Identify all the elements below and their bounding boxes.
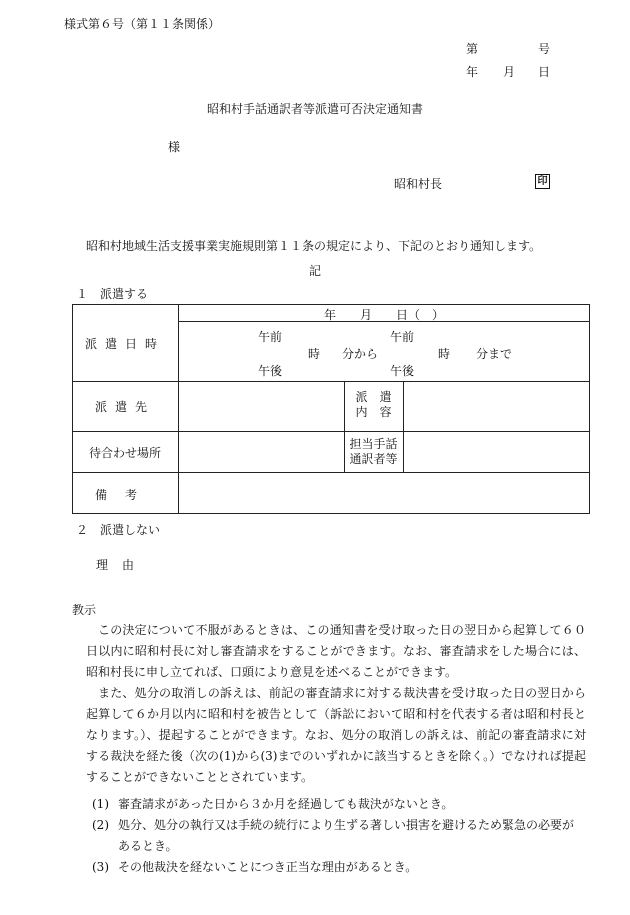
destination-label: 派遣先 [94, 400, 155, 414]
section1-heading: １ 派遣する [76, 287, 149, 301]
am-right: 午前 [390, 330, 415, 344]
notice-item-2 [92, 815, 582, 857]
item-text: 審査請求があった日から３か月を経過しても裁決がないとき。 [118, 797, 454, 811]
notice-paragraph-1: この決定について不服があるときは、この通知書を受け取った日の翌日から起算して６０日以内に昭和村長に対し審査請求をすることができます。なお、審査請求をした場合には、昭和村長に申し立てれば、口頭により意見を述べることができます。 [86, 623, 586, 679]
content-label-line2: 内 容 [355, 405, 392, 419]
date-month-label: 月 [503, 65, 516, 79]
am-left: 午前 [258, 330, 283, 344]
dispatch-datetime-label: 派遣日時 [84, 337, 165, 351]
content-label [344, 390, 403, 420]
document-title: 昭和村手話通訳者等派遣可否決定通知書 [206, 102, 423, 116]
hour-left: 時 [308, 347, 321, 361]
remarks-label: 備考 [94, 488, 155, 502]
notice-paragraph-2: また、処分の取消しの訴えは、前記の審査請求に対する裁決書を受け取った日の翌日から起算して６か月以内に昭和村を被告として（訴訟において昭和村を代表する者は昭和村長となります。）、提起することができます。なお、処分の取消しの訴えは、前記の審査請求に対する裁決を経た後（次の(1)から(3)までのいずれかに該当するときを除く。）でなければ提起することができないこととされています。 [86, 686, 586, 784]
section2-heading: ２ 派遣しない [76, 523, 161, 537]
dispatch-table [72, 304, 590, 514]
item-text: その他裁決を経ないことにつき正当な理由があるとき。 [118, 860, 418, 874]
interpreter-label-line1: 担当手話 [349, 437, 398, 451]
pm-left: 午後 [258, 364, 283, 378]
interpreter-label [344, 437, 403, 467]
item-number: (1) [92, 797, 109, 811]
interpreter-label-line2: 通訳者等 [349, 452, 398, 466]
date-year-label: 年 [466, 65, 479, 79]
notice-heading: 教示 [72, 603, 97, 617]
notice-item-1 [92, 794, 582, 815]
date-day-label: 日 [538, 65, 551, 79]
notice-item-3 [92, 857, 582, 878]
reason-label: 理由 [96, 558, 149, 572]
pm-right: 午後 [390, 364, 415, 378]
document-number-prefix: 第 [466, 42, 479, 56]
issuer-name: 昭和村長 [394, 177, 443, 191]
date-header: 年 月 日（ ） [323, 308, 444, 322]
item-text: 処分、処分の執行又は手続の続行により生ずる著しい損害を避けるため緊急の必要があるとき。 [118, 818, 575, 853]
intro-text: 昭和村地域生活支援事業実施規則第１１条の規定により、下記のとおり通知します。 [86, 239, 542, 253]
minute-until: 分まで [476, 347, 513, 361]
hour-right: 時 [438, 347, 451, 361]
minute-from: 分から [342, 347, 379, 361]
meeting-place-label: 待合わせ場所 [88, 446, 161, 460]
form-number: 様式第６号（第１１条関係） [64, 17, 221, 31]
seal-mark: 印 [535, 174, 550, 189]
item-number: (2) [92, 818, 109, 832]
item-number: (3) [92, 860, 109, 874]
recipient-suffix: 様 [168, 140, 181, 154]
document-number-suffix: 号 [538, 42, 551, 56]
ki-mark: 記 [309, 264, 322, 278]
content-label-line1: 派 遣 [355, 390, 392, 404]
